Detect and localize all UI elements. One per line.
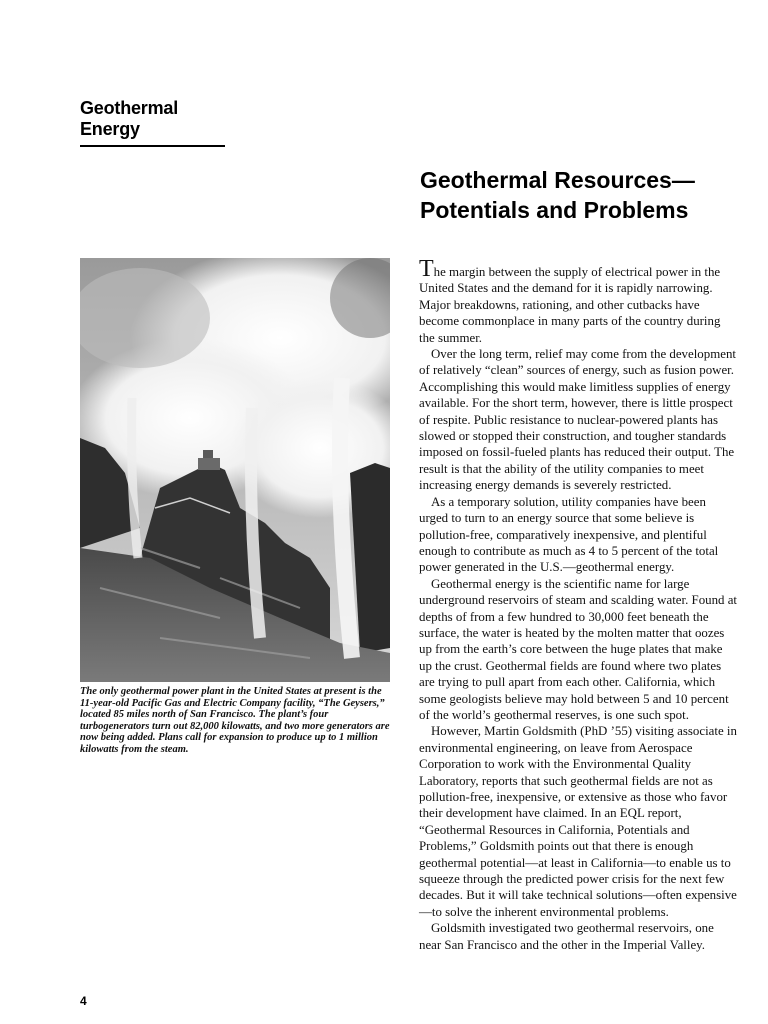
paragraph-6: Goldsmith investigated two geothermal reservoirs, one near San Francisco and the other in the Imperial Valley.: [419, 921, 714, 952]
paragraph-1: [419, 256, 737, 346]
article-title: Geothermal Resources—Potentials and Problems: [420, 167, 695, 223]
photo-caption: The only geothermal power plant in the United States at present is the 11-year-old Pacific Gas and Electric Company facility, “The Geysers,” located 85 miles north of San Francisco. The plant’s four turbogenerators turn out 82,000 kilowatts, and two more generators are now being added. Plans call for expansion to produce up to 1 million kilowatts from the steam.: [80, 686, 390, 755]
paragraph-5: However, Martin Goldsmith (PhD ’55) visiting associate in environmental engineering, on leave from Aerospace Corporation to work with the Environmental Quality Laboratory, reports that such geothermal fields are not as pollution-free, inexpensive, or extensive as those who favor their development have claimed. In an EQL report, “Geothermal Resources in California, Potentials and Problems,” Goldsmith points out that there is enough geothermal potential—at least in California—to enable us to squeeze through the predicted power crisis for the next few decades. But it will take technical solutions—often expensive—to solve the inherent environmental problems.: [419, 724, 737, 919]
paragraph-1-text: he margin between the supply of electrical power in the United States and the demand for it is rapidly narrowing. Major breakdowns, rationing, and other cutbacks have become commonplace in many parts of the country during the summer.: [419, 265, 721, 345]
paragraph-3: As a temporary solution, utility companies have been urged to turn to an energy source that some believe is pollution-free, comparatively inexpensive, and plentiful enough to contribute as much as 4 to 5 percent of the total power generated in the U.S.—geothermal energy.: [419, 494, 719, 575]
drop-cap: T: [419, 256, 434, 282]
geysers-photo: [80, 258, 390, 682]
section-header: Geothermal Energy: [80, 98, 225, 147]
paragraph-2: Over the long term, relief may come from the development of relatively “clean” sources of energy, such as fusion power. Accomplishing this would make limitless supplies of energy available. For the short term, however, there is little prospect of respite. Public resistance to nuclear-powered plants has slowed or stopped their construction, and tougher standards imposed on fossil-fueled plants has reduced their output. The result is that the ability of the utility companies to meet increasing energy demands is severely restricted.: [419, 347, 736, 493]
article-body: [419, 256, 738, 953]
paragraph-4: Geothermal energy is the scientific name for large underground reservoirs of steam and scalding water. Found at depths of from a few hundred to 30,000 feet beneath the surface, the water is heated by the molten matter that oozes up from the earth’s core between the huge plates that make up the crust. Geothermal fields are found where two plates are trying to pull apart from each other. California, which some geologists believe may hold between 5 and 10 percent of the world’s geothermal reserves, is one such spot.: [419, 576, 738, 722]
page-number: 4: [80, 994, 87, 1008]
